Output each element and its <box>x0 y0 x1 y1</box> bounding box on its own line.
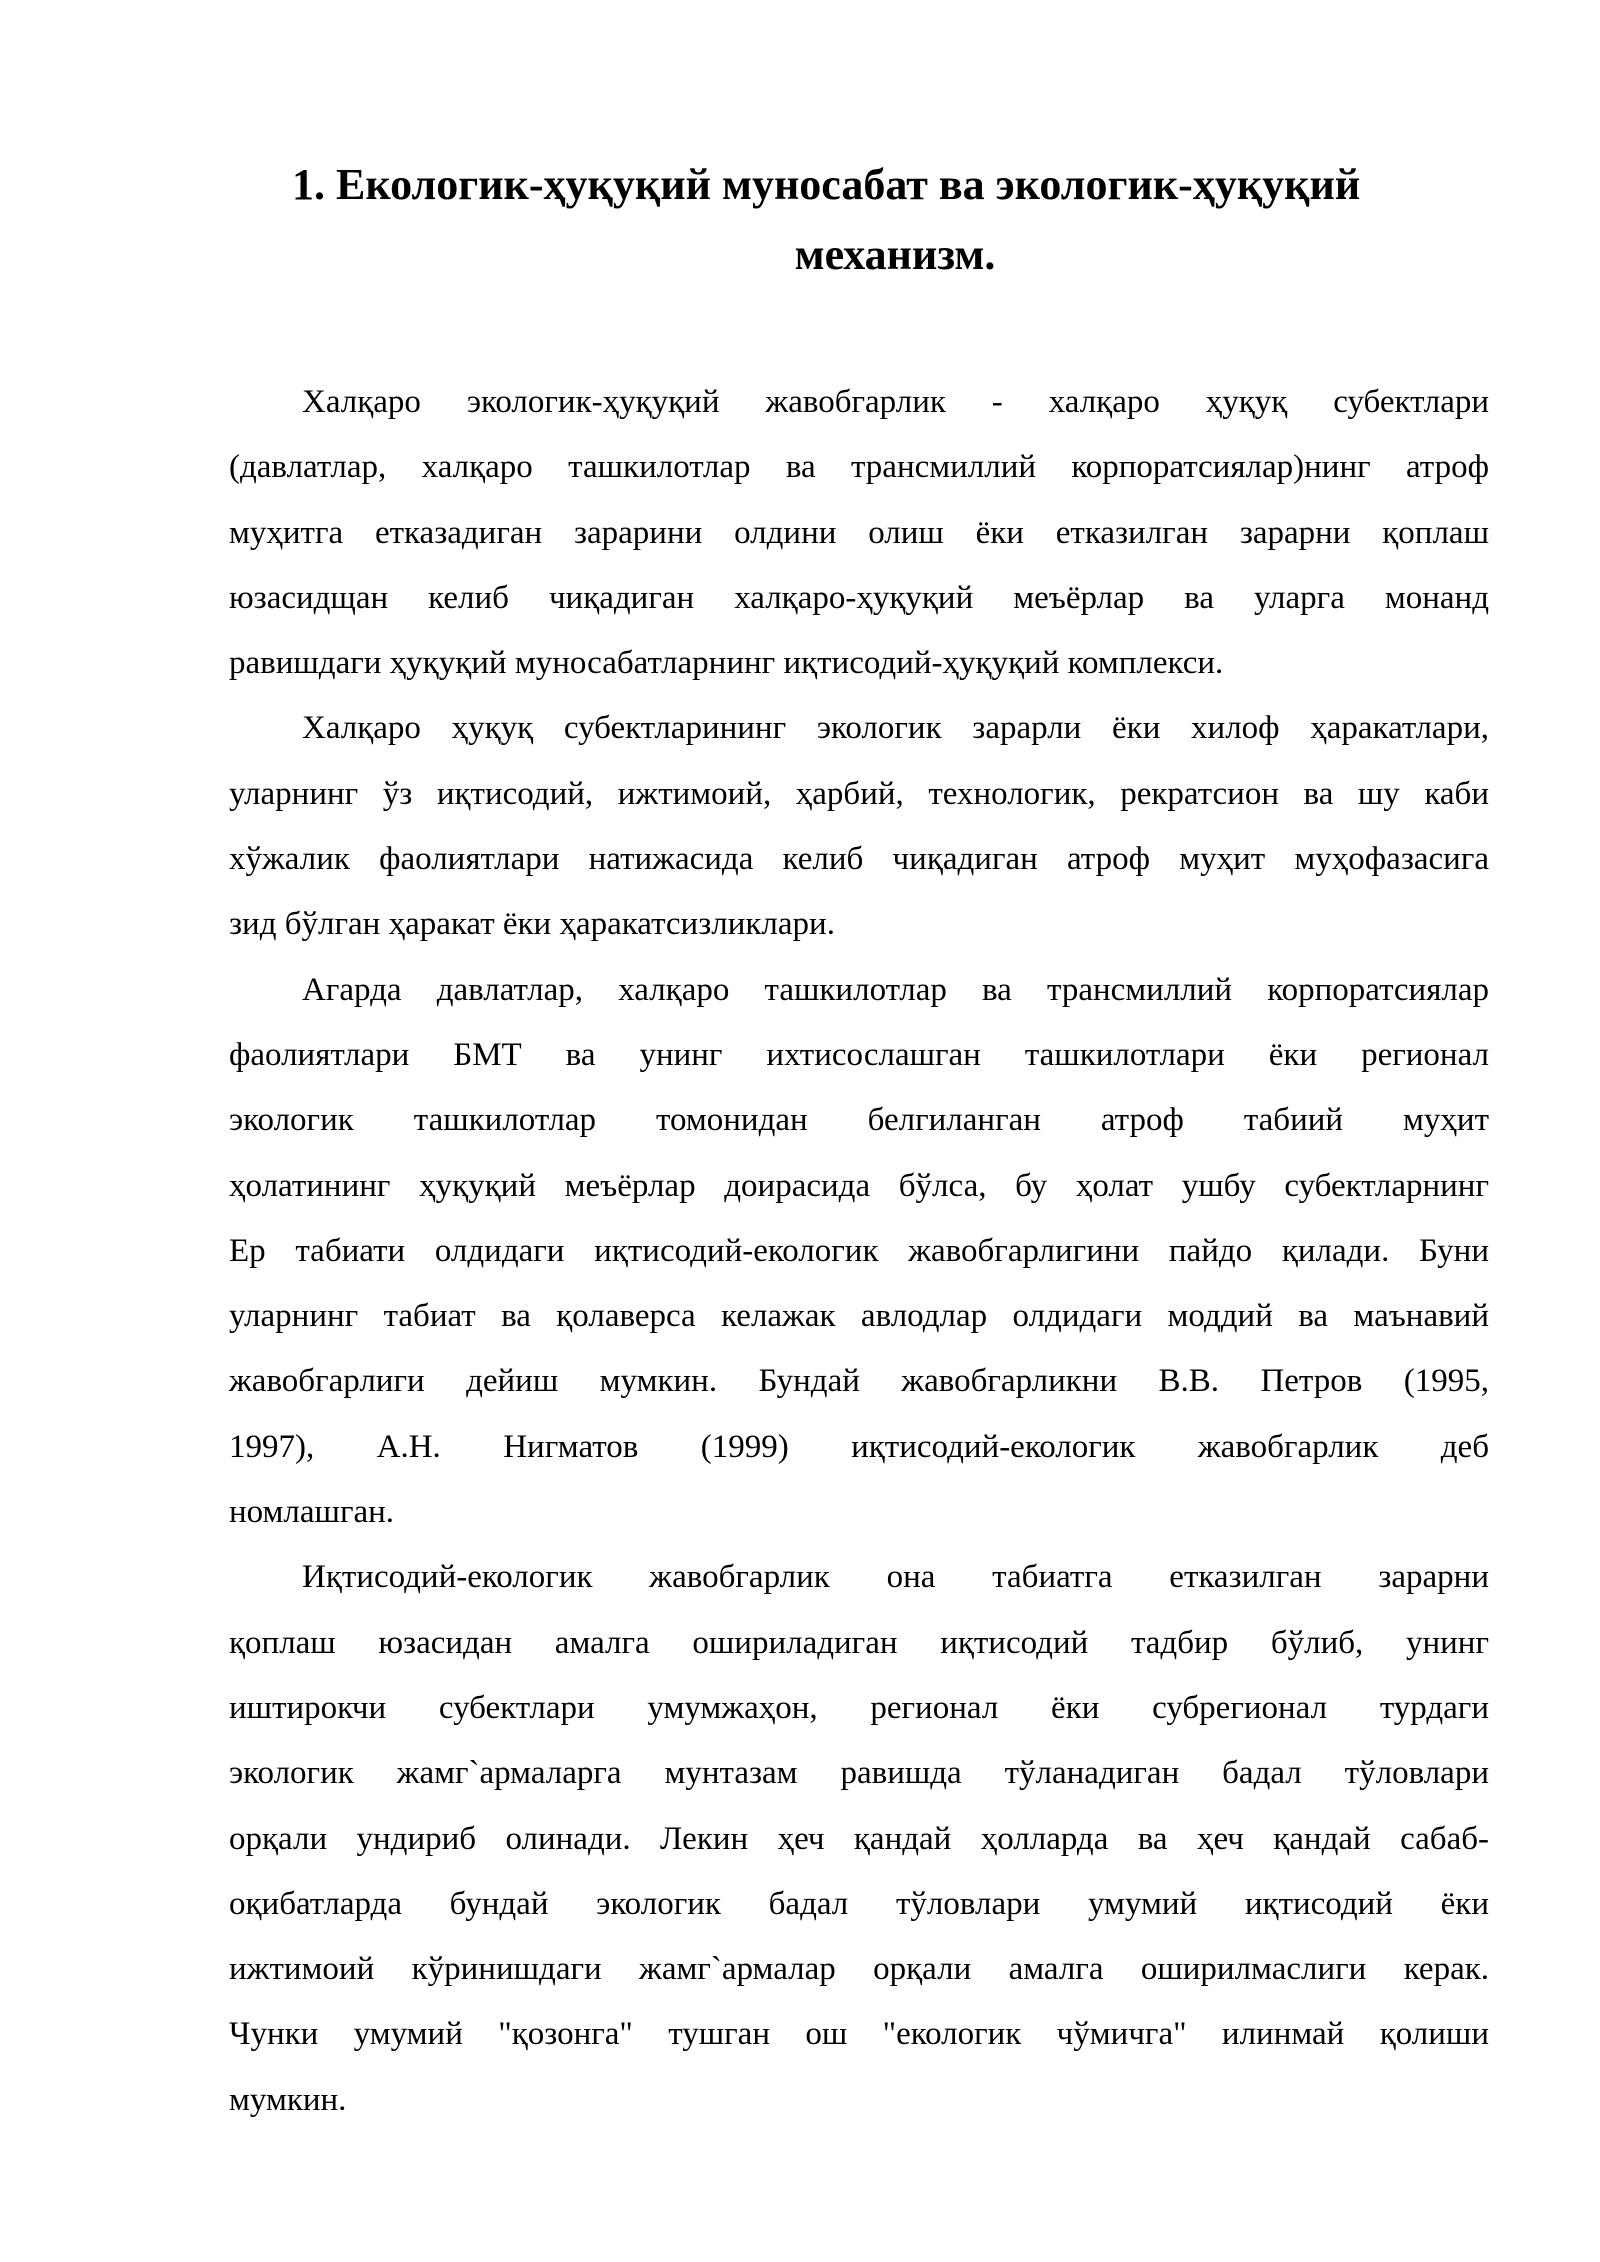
text-line: оқибатларда бундай экологик бадал тўловлари умумий иқтисодий ёки <box>229 1885 1489 1922</box>
paragraph-1 <box>229 370 1489 696</box>
heading-line-1: 1. Екологик-ҳуқуқий муносабат ва экологик-ҳуқуқий <box>292 160 1361 209</box>
text-line: юзасидщан келиб чиқадиган халқаро-ҳуқуқий меъёрлар ва уларга монанд <box>229 579 1489 616</box>
text-line: уларнинг табиат ва қолаверса келажак авлодлар олдидаги моддий ва маънавий <box>229 1298 1489 1335</box>
paragraph-4 <box>229 1545 1489 2133</box>
text-line: Чунки умумий "қозонга" тушган ош "екологик чўмичга" илинмай қолиши <box>229 2016 1489 2053</box>
text-line: (давлатлар, халқаро ташкилотлар ва трансмиллий корпоратсиялар)нинг атроф <box>229 449 1489 486</box>
text-line: иштирокчи субектлари умумжаҳон, регионал ёки субрегионал турдаги <box>229 1689 1489 1726</box>
text-line: Ер табиати олдидаги иқтисодий-екологик жавобгарлигини пайдо қилади. Буни <box>229 1232 1489 1269</box>
text-line: фаолиятлари БМТ ва унинг ихтисослашган ташкилотлари ёки регионал <box>229 1036 1489 1073</box>
text-line: Халқаро ҳуқуқ субектларининг экологик зарарли ёки хилоф ҳаракатлари, <box>302 710 1489 747</box>
text-line: Агарда давлатлар, халқаро ташкилотлар ва трансмиллий корпоратсиялар <box>302 971 1489 1008</box>
text-line: Иқтисодий-екологик жавобгарлик она табиатга етказилган зарарни <box>302 1559 1489 1596</box>
heading-line-2: механизм. <box>794 230 996 279</box>
paragraph-3 <box>229 958 1489 1546</box>
text-line: жавобгарлиги дейиш мумкин. Бундай жавобгарликни В.В. Петров (1995, <box>229 1363 1489 1400</box>
text-line: муҳитга етказадиган зарарини олдини олиш ёки етказилган зарарни қоплаш <box>229 514 1489 551</box>
text-line: экологик ташкилотлар томонидан белгиланган атроф табиий муҳит <box>229 1102 1489 1139</box>
text-line: хўжалик фаолиятлари натижасида келиб чиқадиган атроф муҳит муҳофазасига <box>229 841 1489 878</box>
text-line: экологик жамг`армаларга мунтазам равишда тўланадиган бадал тўловлари <box>229 1755 1489 1792</box>
section-heading <box>280 150 1510 290</box>
text-line: Халқаро экологик-ҳуқуқий жавобгарлик - халқаро ҳуқуқ субектлари <box>302 384 1489 420</box>
paragraph-2 <box>229 696 1489 957</box>
body-text <box>229 370 1489 2133</box>
text-line: ижтимоий кўринишдаги жамг`армалар орқали амалга оширилмаслиги керак. <box>229 1951 1489 1988</box>
text-line: қоплаш юзасидан амалга ошириладиган иқтисодий тадбир бўлиб, унинг <box>229 1624 1489 1661</box>
text-line: ҳолатининг ҳуқуқий меъёрлар доирасида бўлса, бу ҳолат ушбу субектларнинг <box>229 1167 1489 1204</box>
text-line: 1997), А.Н. Нигматов (1999) иқтисодий-екологик жавобгарлик деб <box>229 1428 1489 1465</box>
text-line: зид бўлган ҳаракат ёки ҳаракатсизликлари. <box>229 906 835 943</box>
text-line: мумкин. <box>229 2081 347 2118</box>
text-line: номлашган. <box>229 1494 395 1531</box>
text-line: уларнинг ўз иқтисодий, ижтимоий, ҳарбий, технологик, рекратсион ва шу каби <box>229 775 1489 812</box>
text-line: орқали ундириб олинади. Лекин ҳеч қандай ҳолларда ва ҳеч қандай сабаб- <box>229 1820 1489 1857</box>
text-line: равишдаги ҳуқуқий муносабатларнинг иқтисодий-ҳуқуқий комплекси. <box>229 645 1224 682</box>
